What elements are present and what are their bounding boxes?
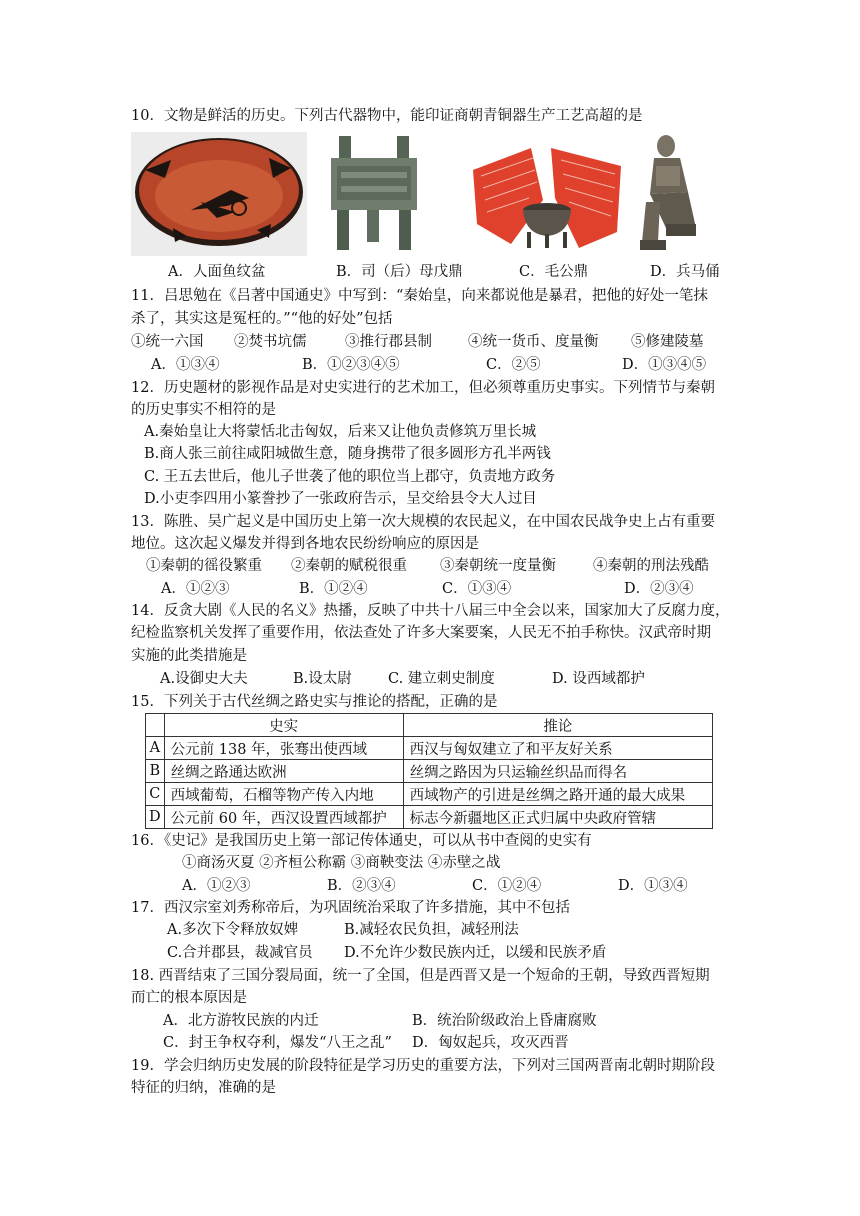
q14-stem-line3: 实施的此类措施是 (131, 648, 247, 664)
q12-option-d: D.小吏李四用小篆誊抄了一张政府告示，呈交给县令大人过目 (144, 491, 537, 507)
q16-option-b: B．②③④ (327, 878, 396, 894)
table-row-fact: 公元前 138 年，张骞出使西域 (164, 737, 403, 760)
q18-option-d: D．匈奴起兵，攻灭西晋 (412, 1035, 569, 1051)
q17-option-b: B.减轻农民负担，减轻刑法 (344, 922, 519, 938)
q16-option-a: A．①②③ (182, 878, 251, 894)
q11-option-c: C．②⑤ (486, 357, 541, 373)
table-row-fact: 公元前 60 年，西汉设置西域都护 (164, 806, 403, 829)
q13-option-a: A．①②③ (161, 581, 230, 597)
q11-option-d: D．①③④⑤ (622, 357, 707, 373)
q11-option-b: B．①②③④⑤ (302, 357, 400, 373)
q10-stem: 10．文物是鲜活的历史。下列古代器物中，能印证商朝青铜器生产工艺高超的是 (131, 108, 643, 124)
table-header-inference: 推论 (403, 714, 712, 737)
q18-stem-line2: 而亡的根本原因是 (131, 990, 247, 1006)
q11-item-1: ①统一六国 (131, 334, 204, 350)
q13-option-c: C．①③④ (442, 581, 512, 597)
q18-option-c: C．封王争权夺利，爆发“八王之乱” (163, 1035, 392, 1051)
q13-item-3: ③秦朝统一度量衡 (440, 558, 556, 574)
table-row-fact: 西域葡萄，石榴等物产传入内地 (164, 783, 403, 806)
table-row-key: B (146, 760, 165, 783)
table-row-key: A (146, 737, 165, 760)
q11-item-2: ②焚书坑儒 (234, 334, 307, 350)
q18-option-a: A．北方游牧民族的内迁 (163, 1013, 319, 1029)
q12-option-c: C. 王五去世后，他儿子世袭了他的职位当上郡守，负责地方政务 (144, 469, 556, 485)
table-header-row (146, 714, 713, 737)
q10-option-c: C．毛公鼎 (519, 264, 589, 280)
table-row (146, 760, 713, 783)
terracotta-warrior-image (636, 132, 706, 254)
q11-item-5: ⑤修建陵墓 (631, 334, 704, 350)
q16-items: ①商汤灭夏 ②齐桓公称霸 ③商鞅变法 ④赤壁之战 (182, 855, 501, 871)
q15-stem: 15．下列关于古代丝绸之路史实与推论的搭配，正确的是 (131, 694, 498, 710)
table-header-fact: 史实 (164, 714, 403, 737)
q11-option-a: A．①③④ (151, 357, 220, 373)
q16-option-c: C．①②④ (472, 878, 542, 894)
table-row-inference: 西汉与匈奴建立了和平友好关系 (403, 737, 712, 760)
q19-stem-line2: 特征的归纳，准确的是 (131, 1080, 276, 1096)
q16-option-d: D．①③④ (618, 878, 688, 894)
q14-stem-line1: 14．反贪大剧《人民的名义》热播，反映了中共十八届三中全会以来，国家加大了反腐力度， (131, 603, 730, 619)
q13-option-b: B．①②④ (299, 581, 368, 597)
q13-stem-line1: 13．陈胜、吴广起义是中国历史上第一次大规模的农民起义，在中国农民战争史上占有重要 (131, 514, 715, 530)
q12-option-b: B.商人张三前往咸阳城做生意，随身携带了很多圆形方孔半两钱 (144, 446, 551, 462)
q18-option-b: B．统治阶级政治上昏庸腐败 (412, 1013, 597, 1029)
q12-stem-line2: 的历史事实不相符的是 (131, 402, 276, 418)
table-row-fact: 丝绸之路通达欧洲 (164, 760, 403, 783)
q18-stem-line1: 18. 西晋结束了三国分裂局面，统一了全国，但是西晋又是一个短命的王朝，导致西晋短期 (131, 968, 710, 984)
table-row (146, 737, 713, 760)
table-row-inference: 丝绸之路因为只运输丝织品而得名 (403, 760, 712, 783)
q11-stem-line2: 杀了，其实这是冤枉的。”“他的好处”包括 (131, 311, 393, 327)
q12-option-a: A.秦始皇让大将蒙恬北击匈奴，后来又让他负责修筑万里长城 (144, 424, 537, 440)
q17-option-c: C.合并郡县，裁减官员 (167, 945, 313, 961)
q13-item-4: ④秦朝的刑法残酷 (593, 558, 709, 574)
q13-item-1: ①秦朝的徭役繁重 (146, 558, 262, 574)
table-row-inference: 标志今新疆地区正式归属中央政府管辖 (403, 806, 712, 829)
pottery-basin-image (131, 132, 307, 256)
q13-item-2: ②秦朝的赋税很重 (291, 558, 407, 574)
q17-option-a: A.多次下令释放奴婢 (167, 922, 299, 938)
q10-option-b: B．司（后）母戊鼎 (336, 264, 463, 280)
q10-option-a: A．人面鱼纹盆 (168, 264, 266, 280)
table-row-key: C (146, 783, 165, 806)
q11-item-4: ④统一货币、度量衡 (468, 334, 599, 350)
bronze-ding-image (323, 134, 425, 252)
q11-item-3: ③推行郡县制 (345, 334, 432, 350)
q16-stem: 16．《史记》是我国历史上第一部记传体通史，可以从书中查阅的史实有 (131, 833, 592, 849)
maogong-ding-image (471, 140, 624, 252)
q17-option-d: D.不允许少数民族内迁，以缓和民族矛盾 (344, 945, 607, 961)
q10-option-d: D．兵马俑 (650, 264, 720, 280)
table-row (146, 806, 713, 829)
q14-option-c: C. 建立刺史制度 (388, 671, 495, 687)
q14-option-a: A.设御史大夫 (160, 671, 248, 687)
q13-stem-line2: 地位。这次起义爆发并得到各地农民纷纷响应的原因是 (131, 536, 479, 552)
table-row-inference: 西域物产的引进是丝绸之路开通的最大成果 (403, 783, 712, 806)
q13-option-d: D．②③④ (624, 581, 694, 597)
q14-option-d: D. 设西域都护 (552, 671, 645, 687)
table-row-key: D (146, 806, 165, 829)
q15-table (145, 713, 713, 829)
table-header-key (146, 714, 165, 737)
q12-stem-line1: 12．历史题材的影视作品是对史实进行的艺术加工，但必须尊重历史事实。下列情节与秦朝 (131, 380, 715, 396)
q11-stem-line1: 11．吕思勉在《吕著中国通史》中写到：“秦始皇，向来都说他是暴君，把他的好处一笔抹 (131, 288, 708, 304)
q17-stem: 17．西汉宗室刘秀称帝后，为巩固统治采取了许多措施，其中不包括 (131, 900, 570, 916)
table-row (146, 783, 713, 806)
q14-option-b: B.设太尉 (293, 671, 352, 687)
q14-stem-line2: 纪检监察机关发挥了重要作用，依法查处了许多大案要案，人民无不拍手称快。汉武帝时期 (131, 625, 711, 641)
q19-stem-line1: 19．学会归纳历史发展的阶段特征是学习历史的重要方法，下列对三国两晋南北朝时期阶段 (131, 1058, 715, 1074)
